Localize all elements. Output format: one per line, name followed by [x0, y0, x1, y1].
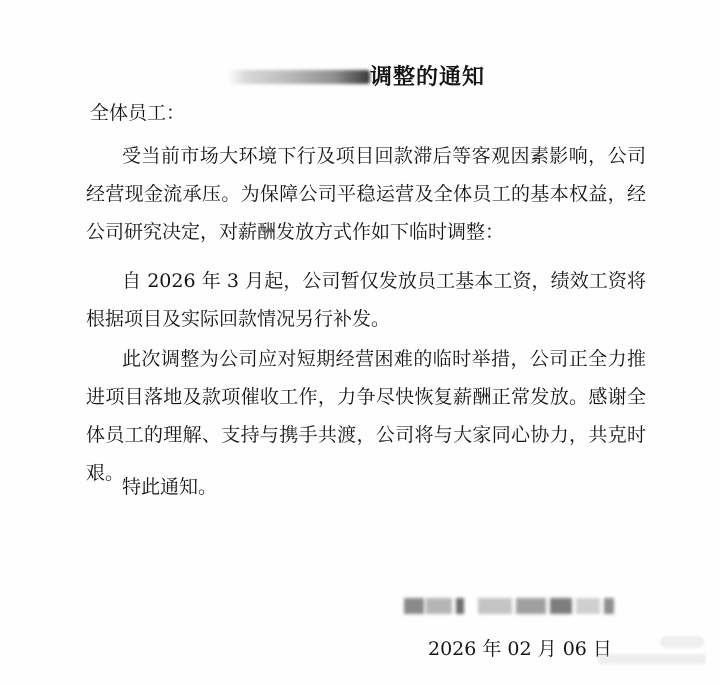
paragraph-explanation: 此次调整为公司应对短期经营困难的临时举措，公司正全力推进项目落地及款项催收工作，力争尽快恢复薪酬正常发放。感谢全体员工的理解、支持与携手共渡，公司将与大家同心协力，共克时艰。	[86, 348, 646, 484]
redacted-company-name	[228, 70, 370, 84]
redacted-signature	[404, 596, 634, 616]
paragraph-reason: 受当前市场大环境下行及项目回款滞后等客观因素影响，公司经营现金流承压。为保障公司平稳运营及全体员工的基本权益，经公司研究决定，对薪酬发放方式作如下临时调整：	[86, 145, 646, 243]
title-row	[0, 58, 720, 94]
paragraph-closing: 特此通知。	[122, 476, 218, 498]
notice-title: 调整的通知	[370, 64, 486, 90]
salutation: 全体员工：	[90, 102, 186, 124]
paragraph-adjustment: 自 2026 年 3 月起，公司暂仅发放员工基本工资，绩效工资将根据项目及实际回款情况另行补发。	[86, 270, 646, 330]
notice-date: 2026 年 02 月 06 日	[428, 638, 612, 660]
blurred-watermark	[598, 636, 708, 670]
